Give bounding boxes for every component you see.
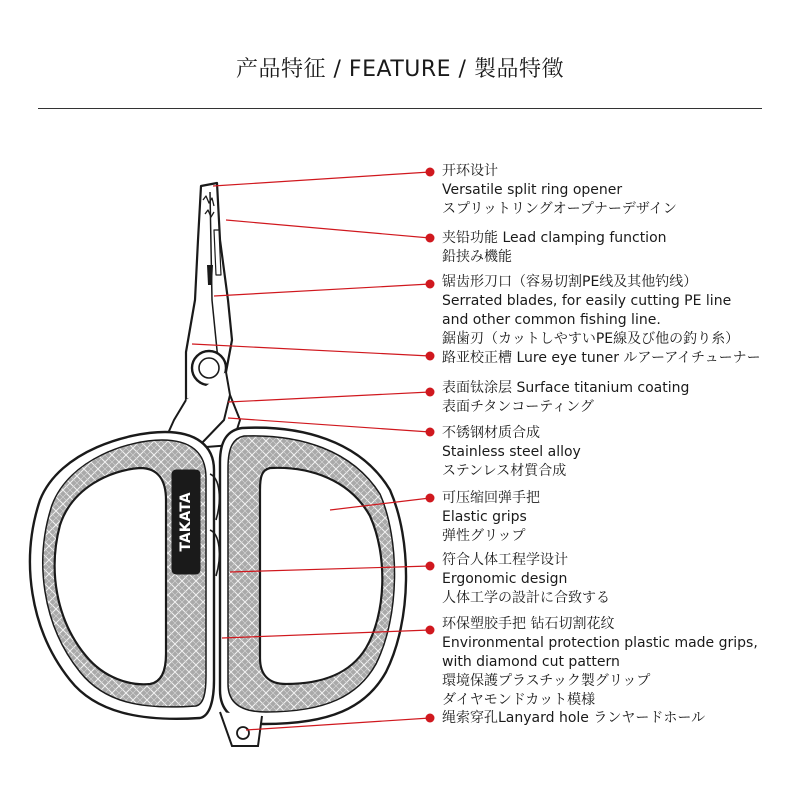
feature-line: 不锈钢材质合成 (442, 425, 540, 441)
brand-logo: TAKATA (178, 492, 194, 552)
feature-line: 表面チタンコーティング (442, 399, 594, 415)
feature-plastic-grips (442, 615, 758, 710)
feature-line: ステンレス材質合成 (442, 463, 567, 479)
feature-line: with diamond cut pattern (442, 654, 620, 670)
feature-line: 鋸歯刃（カットしやすいPE線及び他の釣り糸） (442, 331, 740, 347)
left-handle (30, 432, 214, 719)
callout-dot-2 (426, 234, 435, 243)
feature-lure-eye-tuner (442, 349, 761, 368)
feature-line: 環境保護プラスチック製グリップ (442, 673, 651, 689)
feature-line: 路亚校正槽 Lure eye tuner ルアーアイチューナー (442, 350, 761, 366)
feature-line: Versatile split ring opener (442, 182, 623, 198)
feature-line: ダイヤモンドカット模様 (442, 692, 596, 708)
feature-line: Environmental protection plastic made grips, (442, 635, 758, 651)
right-handle (210, 428, 406, 724)
callout-dot-10 (426, 714, 435, 723)
feature-split-ring-opener (442, 162, 677, 219)
feature-line: 人体工学の設計に合致する (442, 590, 610, 606)
feature-elastic-grips (442, 489, 540, 546)
feature-line: 表面钛涂层 Surface titanium coating (442, 380, 690, 396)
feature-line: スプリットリングオープナーデザイン (442, 201, 677, 217)
feature-lead-clamping (442, 229, 667, 267)
pliers-jaws (165, 183, 240, 447)
feature-line: Ergonomic design (442, 571, 568, 587)
feature-line: Stainless steel alloy (442, 444, 581, 460)
callout-dot-9 (426, 626, 435, 635)
feature-line: 符合人体工程学设计 (442, 552, 568, 568)
callout-dot-6 (426, 428, 435, 437)
feature-line: and other common fishing line. (442, 312, 661, 328)
callout-dot-8 (426, 562, 435, 571)
header-title: 产品特征 / FEATURE / 製品特徵 (236, 57, 564, 82)
callout-dot-5 (426, 388, 435, 397)
callout-dot-3 (426, 280, 435, 289)
callout-dot-4 (426, 352, 435, 361)
feature-serrated-blades (442, 273, 739, 349)
callout-dot-1 (426, 168, 435, 177)
feature-line: 夹铅功能 Lead clamping function (442, 230, 667, 246)
feature-line: 环保塑胶手把 钻石切割花纹 (442, 616, 615, 632)
feature-line: Serrated blades, for easily cutting PE line (442, 293, 732, 309)
feature-lanyard-hole (442, 709, 705, 728)
callout-dot-7 (426, 494, 435, 503)
feature-line: 可压缩回弹手把 (442, 490, 540, 506)
feature-line: 弹性グリップ (442, 528, 526, 544)
feature-line: Elastic grips (442, 509, 527, 525)
feature-line: 鉛挟み機能 (442, 249, 512, 265)
feature-line: 锯齿形刀口（容易切割PE线及其他钓线） (442, 274, 698, 290)
feature-stainless-steel (442, 424, 581, 481)
feature-line: 开环设计 (442, 163, 498, 179)
feature-line: 绳索穿孔Lanyard hole ランヤードホール (442, 710, 706, 726)
feature-titanium-coating (442, 379, 689, 417)
feature-ergonomic-design (442, 551, 610, 608)
